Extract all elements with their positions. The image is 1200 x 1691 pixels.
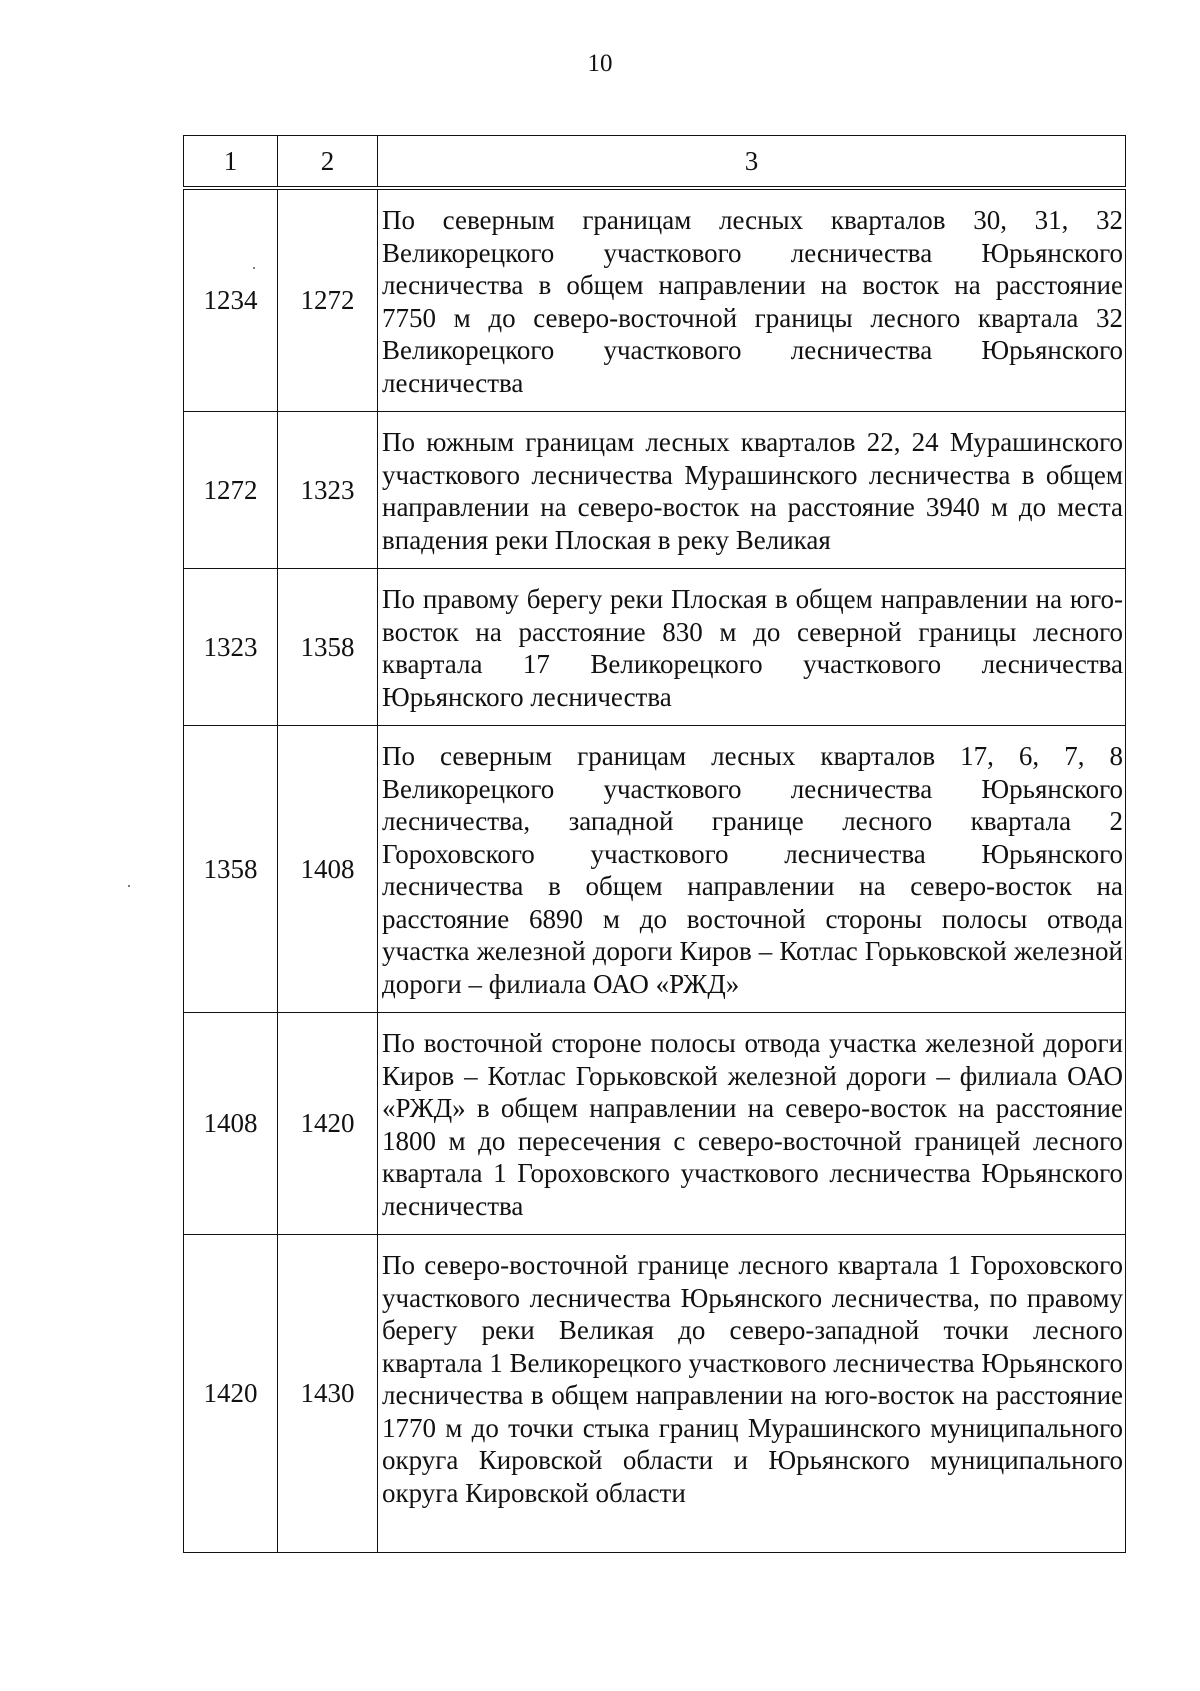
boundary-description-table — [183, 135, 1126, 1553]
boundary-description: По правому берегу реки Плоская в общем направлении на юго-восток на расстояние 830 м до северной границы лесного квартала 17 Великорецкого участкового лесничества Юрьянского лесничества — [378, 569, 1126, 726]
table-row — [184, 1235, 1126, 1553]
point-to: 1323 — [278, 412, 378, 569]
point-to: 1430 — [278, 1235, 378, 1553]
table-row — [184, 1013, 1126, 1235]
page-number: 10 — [587, 50, 613, 77]
point-from: 1420 — [184, 1235, 278, 1553]
point-from: 1408 — [184, 1013, 278, 1235]
boundary-description: По северным границам лесных кварталов 17, 6, 7, 8 Великорецкого участкового лесничества Юрьянского лесничества, западной границе лесного квартала 2 Гороховского участкового лесничества Юрьянского лесничества в общем направлении на северо-восток на расстояние 6890 м до восточной стороны полосы отвода участка железной дороги Киров – Котлас Горьковской железной дороги – филиала ОАО «РЖД» — [378, 726, 1126, 1013]
column-header-3: 3 — [378, 136, 1126, 189]
scan-dust-mark — [128, 885, 130, 887]
table-row — [184, 412, 1126, 569]
point-from: 1272 — [184, 412, 278, 569]
column-header-1: 1 — [184, 136, 278, 189]
column-header-2: 2 — [278, 136, 378, 189]
table-row — [184, 726, 1126, 1013]
table-header-row — [184, 136, 1126, 189]
point-to: 1420 — [278, 1013, 378, 1235]
boundary-description: По южным границам лесных кварталов 22, 24 Мурашинского участкового лесничества Мурашинского лесничества в общем направлении на северо-восток на расстояние 3940 м до места впадения реки Плоская в реку Великая — [378, 412, 1126, 569]
scan-dust-mark — [253, 267, 255, 269]
boundary-description: По северо-восточной границе лесного квартала 1 Гороховского участкового лесничества Юрьянского лесничества, по правому берегу реки Великая до северо-западной точки лесного квартала 1 Великорецкого участкового лесничества Юрьянского лесничества в общем направлении на юго-восток на расстояние 1770 м до точки стыка границ Мурашинского муниципального округа Кировской области и Юрьянского муниципального округа Кировской области — [378, 1235, 1126, 1553]
table-row — [184, 569, 1126, 726]
boundary-description: По восточной стороне полосы отвода участка железной дороги Киров – Котлас Горьковской железной дороги – филиала ОАО «РЖД» в общем направлении на северо-восток на расстояние 1800 м до пересечения с северо-восточной границей лесного квартала 1 Гороховского участкового лесничества Юрьянского лесничества — [378, 1013, 1126, 1235]
point-to: 1358 — [278, 569, 378, 726]
boundary-description: По северным границам лесных кварталов 30, 31, 32 Великорецкого участкового лесничества Юрьянского лесничества в общем направлении на восток на расстояние 7750 м до северо-восточной границы лесного квартала 32 Великорецкого участкового лесничества Юрьянского лесничества — [378, 188, 1126, 412]
point-to: 1408 — [278, 726, 378, 1013]
point-from: 1358 — [184, 726, 278, 1013]
point-to: 1272 — [278, 188, 378, 412]
point-from: 1234 — [184, 188, 278, 412]
table-row — [184, 188, 1126, 412]
point-from: 1323 — [184, 569, 278, 726]
